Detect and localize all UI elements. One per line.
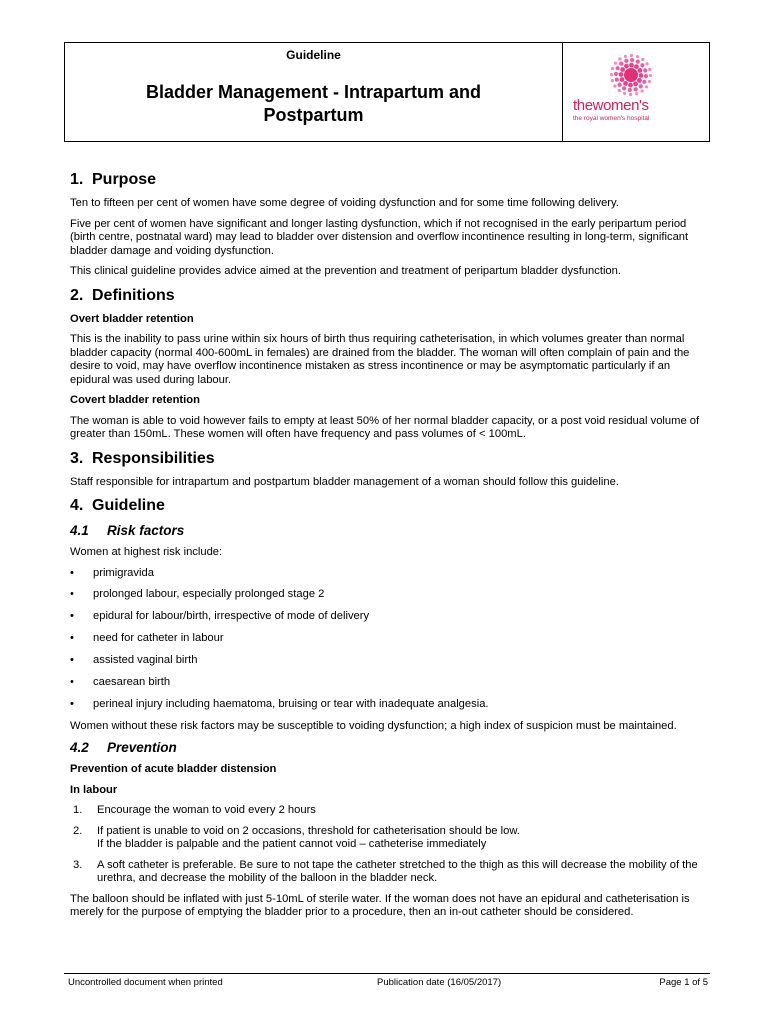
list-item: 2. If patient is unable to void on 2 occasions, threshold for catheterisation should be low. If the bladder is palpable and the patient cannot void – catheterise immediately: [73, 824, 520, 851]
logo-petal: [640, 63, 644, 67]
logo-petal: [639, 84, 643, 88]
logo-petal: [629, 63, 634, 68]
logo-petal: [620, 67, 625, 72]
paragraph: The balloon should be inflated with just 5-10mL of sterile water. If the woman does not have an epidural and catheterisation is merely for the purpose of emptying the bladder prior to a procedure, then an in-out catheter should be considered.: [70, 892, 690, 919]
logo-petal: [618, 57, 621, 60]
footer-publication-date: Publication date (16/05/2017): [377, 977, 502, 988]
document-title: [65, 81, 562, 127]
list-item: • assisted vaginal birth: [70, 654, 198, 667]
list-item: 3. A soft catheter is preferable. Be sure to not tape the catheter stretched to the thigh as this will decrease the mobility of the urethra, and decrease the mobility of the balloon in the bladder neck.: [73, 858, 698, 885]
document-kind: Guideline: [286, 48, 341, 62]
logo-petal: [638, 68, 643, 73]
logo-petal: [614, 62, 617, 65]
document-body: [70, 170, 710, 927]
list-item: 1. Encourage the woman to void every 2 hours: [73, 804, 316, 817]
logo-petal: [622, 86, 626, 90]
logo-petal: [637, 78, 642, 83]
logo-wordmark: thewomen's: [573, 97, 649, 114]
logo-petal: [628, 83, 633, 88]
list-item: • primigravida: [70, 566, 154, 579]
in-labour-label: In labour: [70, 783, 118, 796]
logo-petal: [628, 88, 632, 92]
section-heading-guideline: 4. Guideline: [70, 497, 165, 514]
definition-text-covert: The woman is able to void however fails to empty at least 50% of her normal bladder capacity, or a post void residual volume of greater than 150mL. These women will often have frequency and pass volumes of < 100mL.: [70, 414, 700, 440]
list-item: • need for catheter in labour: [70, 632, 224, 645]
logo-petal: [619, 72, 624, 77]
logo-petal: [613, 85, 616, 88]
document-header: [64, 42, 710, 142]
list-item: • perineal injury including haematoma, bruising or tear with inadequate analgesia.: [70, 697, 489, 710]
logo-petal: [619, 62, 623, 66]
logo-petal: [614, 72, 618, 76]
logo-petal: [644, 74, 648, 78]
logo-petal: [610, 73, 613, 76]
paragraph: Women at highest risk include:: [70, 546, 223, 558]
page-footer: [64, 973, 710, 988]
prevention-steps-list: [70, 804, 710, 886]
logo-petal: [642, 80, 646, 84]
logo-petal: [618, 83, 622, 87]
logo-petal: [616, 66, 620, 70]
logo-petal: [648, 68, 651, 71]
logo-petal: [645, 85, 648, 88]
list-item: • epidural for labour/birth, irrespective of mode of delivery: [70, 610, 370, 623]
flower-logo-icon: [609, 53, 653, 97]
logo-petal: [624, 64, 629, 69]
logo-petal: [649, 74, 652, 77]
list-item: • prolonged labour, especially prolonged stage 2: [70, 588, 325, 601]
title-line-1: Bladder Management - Intrapartum and: [145, 82, 482, 102]
logo-petal: [645, 62, 648, 65]
section-heading-purpose: 1. Purpose: [70, 171, 157, 188]
logo-petal: [639, 73, 644, 78]
logo-petal: [611, 79, 614, 82]
logo-petal: [648, 80, 651, 83]
logo-petal: [634, 87, 638, 91]
definition-text-overt: This is the inability to pass urine within six hours of birth thus requiring catheterisation, in which volumes greater than normal bladder capacity (normal 400-600mL in females) are drained from the bladder. The woman will often complain of pain and the desire to void, may have overflow incontinence mistaken as stress incontinence or may be asymptomatic particularly if an epidural was used during labour.: [70, 333, 690, 386]
paragraph: Women without these risk factors may be susceptible to voiding dysfunction; a high index of suspicion must be maintained.: [70, 719, 677, 732]
footer-page-number: Page 1 of 5: [659, 977, 708, 988]
logo-petal: [641, 58, 644, 61]
logo-petal: [615, 78, 619, 82]
definition-label-covert: Covert bladder retention: [70, 394, 200, 406]
paragraph: Ten to fifteen per cent of women have some degree of voiding dysfunction and for some time following delivery.: [70, 197, 619, 209]
paragraph: Staff responsible for intrapartum and postpartum bladder management of a woman should follow this guideline.: [70, 475, 619, 488]
logo-petal: [636, 55, 639, 58]
paragraph: Five per cent of women have significant and longer lasting dysfunction, which if not recognised in the early peripartum period (birth centre, postnatal ward) may lead to bladder over distension and overflow incontinence resulting in long-term, significant bladder damage and voiding dysfunction.: [70, 217, 689, 257]
logo-petal: [623, 92, 626, 95]
logo-petal: [623, 81, 628, 86]
logo-petal: [641, 89, 644, 92]
logo-petal: [633, 82, 638, 87]
risk-factor-list: [70, 567, 710, 712]
logo-petal: [620, 77, 625, 82]
logo-petal: [630, 58, 634, 62]
logo-petal: [643, 68, 647, 72]
list-item: • caesarean birth: [70, 675, 171, 688]
logo-subtitle: the royal women's hospital: [573, 115, 650, 122]
logo-petal: [611, 67, 614, 70]
logo-petal: [634, 64, 639, 69]
subsection-heading-risk-factors: 4.1 Risk factors: [70, 523, 185, 538]
logo-cell: [563, 43, 709, 141]
header-title-cell: [65, 43, 563, 141]
footer-disclaimer: Uncontrolled document when printed: [68, 977, 223, 988]
definition-label-overt: Overt bladder retention: [70, 312, 194, 325]
title-line-2: Postpartum: [263, 105, 364, 125]
logo-petal: [636, 60, 640, 64]
logo-petal: [618, 89, 621, 92]
prevention-label: Prevention of acute bladder distension: [70, 763, 277, 776]
logo-petal: [629, 93, 632, 96]
logo-petal: [630, 54, 633, 57]
paragraph: This clinical guideline provides advice aimed at the prevention and treatment of peripartum bladder dysfunction.: [70, 265, 621, 277]
logo-petal: [624, 55, 627, 58]
section-heading-definitions: 2. Definitions: [70, 286, 175, 304]
logo-petal: [624, 59, 628, 63]
section-heading-responsibilities: 3. Responsibilities: [70, 449, 215, 467]
subsection-heading-prevention: 4.2 Prevention: [70, 740, 177, 756]
logo-petal: [635, 92, 638, 95]
